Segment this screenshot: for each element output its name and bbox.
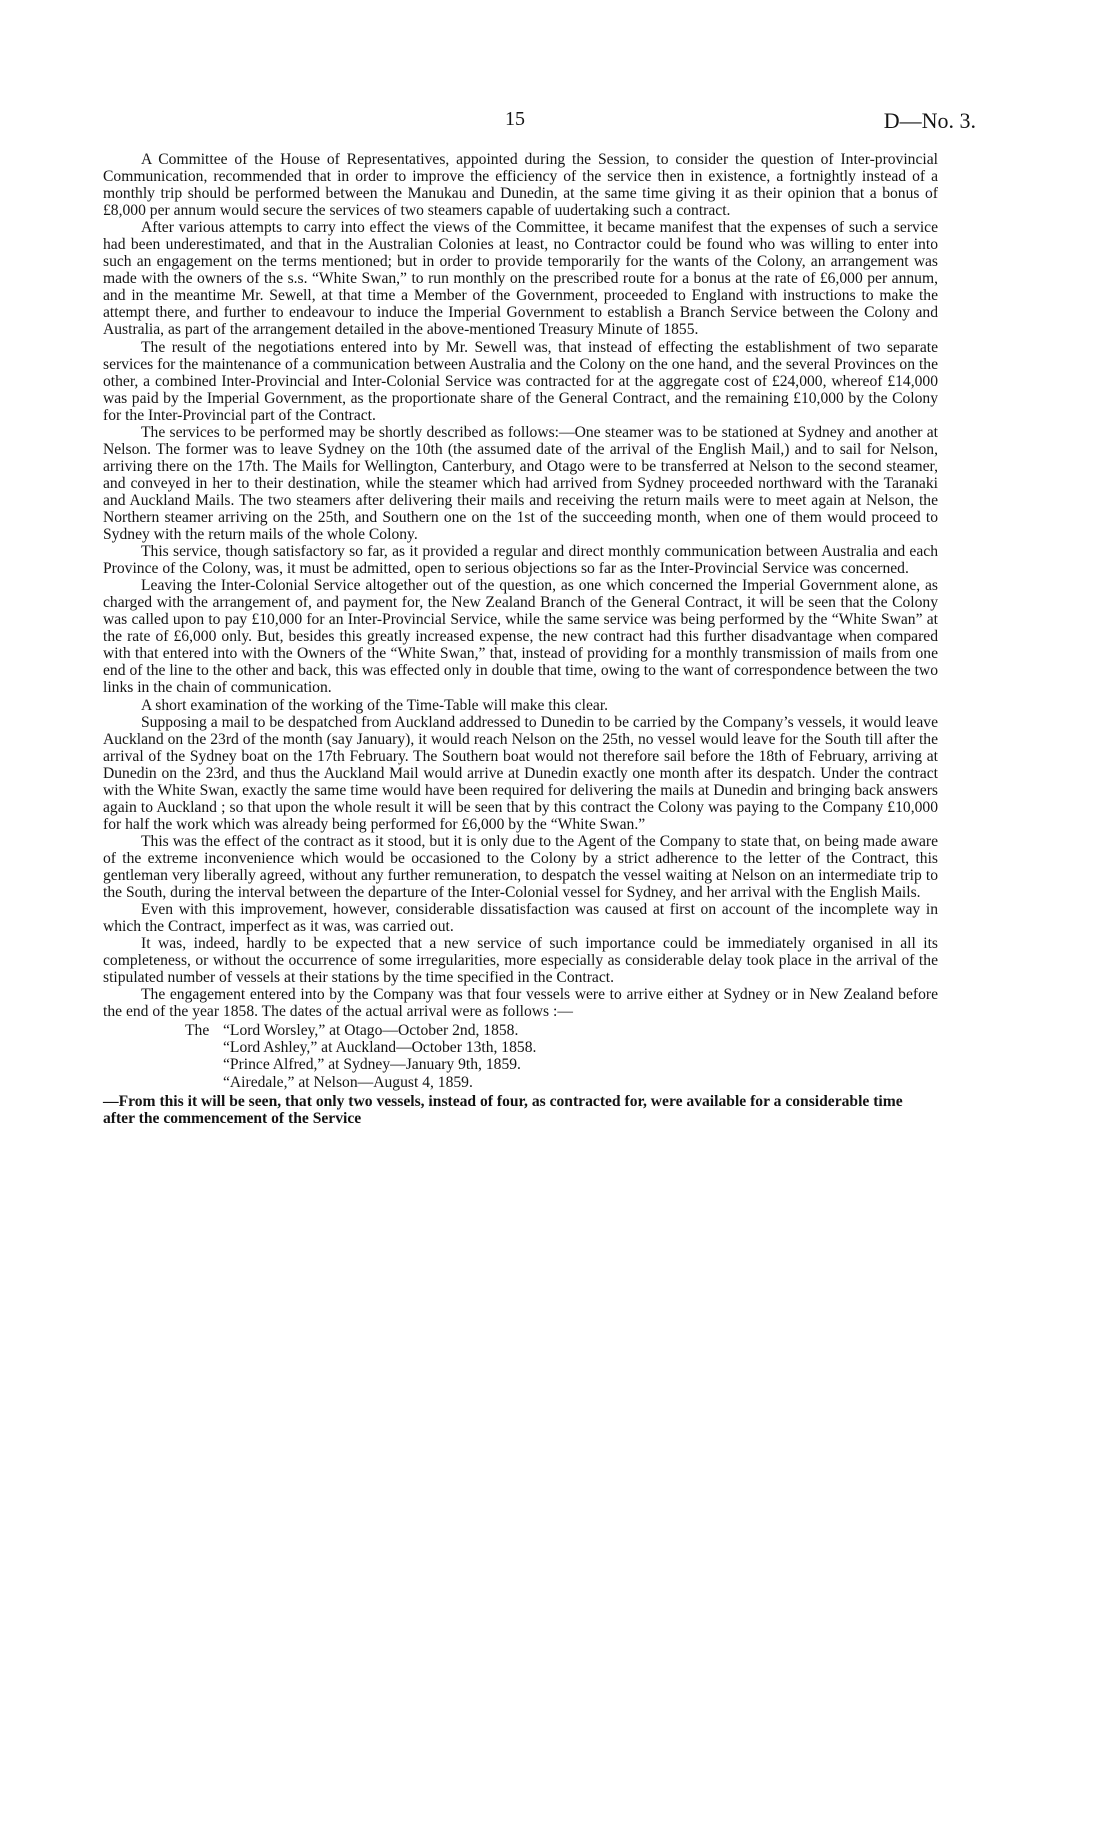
list-item [103,1022,938,1039]
arrival-entry: “Prince Alfred,” at Sydney—January 9th, 1859. [223,1056,521,1074]
arrival-entry: “Lord Ashley,” at Auckland—October 13th, 1858. [223,1039,537,1057]
list-item [103,1074,938,1091]
paragraph-dissatisfaction: Even with this improvement, however, considerable dissatisfaction was caused at first on account of the incomplete way in which the Contract, imperfect as it was, was carried out. [103,901,938,936]
page-number: 15 [505,108,525,130]
arrival-entry: “Airedale,” at Nelson—August 4, 1859. [223,1073,473,1091]
page-header [0,108,1114,138]
paragraph-time-table: A short examination of the working of the Time-Table will make this clear. [141,696,609,714]
list-item [103,1056,938,1073]
paragraph-arrangement: After various attempts to carry into effect the views of the Committee, it became manifest that the expenses of such a service had been underestimated, and that in the Australian Colonies at least, no Contractor could be found who was willing to enter into such an engagement on the terms mentioned; but in order to provide temporarily for the wants of the Colony, an arrangement was made with the owners of the s.s. “White Swan,” to run monthly on the prescribed route for a bonus at the rate of £6,000 per annum, and in the meantime Mr. Sewell, at that time a Member of the Government, proceeded to England with instructions to make the attempt there, and further to endeavour to induce the Imperial Government to establish a Branch Service between the Colony and Australia, as part of the arrangement detailed in the above-mentioned Treasury Minute of 1855. [103,219,938,339]
paragraph-engagement: The engagement entered into by the Company was that four vessels were to arrive either at Sydney or in New Zealand before the end of the year 1858. The dates of the actual arrival were as follows :— [103,986,938,1021]
arrival-entry: “Lord Worsley,” at Otago—October 2nd, 1858. [223,1022,519,1040]
body-text [103,151,938,1127]
vessel-arrival-list [103,1022,938,1090]
paragraph-mail-example: Supposing a mail to be despatched from Auckland addressed to Dunedin to be carried by the Company’s vessels, it would leave Auckland on the 23rd of the month (say January), it would reach Nelson on the 25th, no vessel would leave for the South till after the arrival of the Sydney boat on the 17th February. The Southern boat would not therefore sail before the 18th of February, arriving at Dunedin on the 23rd, and thus the Auckland Mail would arrive at Dunedin exactly one month after its despatch. Under the contract with the White Swan, exactly the same time would have been required for delivering the mails at Dunedin and bringing back answers again to Auckland ; so that upon the whole result it will be seen that by this contract the Colony was paying to the Company £10,000 for half the work which was already being performed for £6,000 by the “White Swan.” [103,713,938,833]
paragraph-irregularities: It was, indeed, hardly to be expected that a new service of such importance could be immediately organised in all its completeness, or without the occurrence of some irregularities, more especially as considerable delay took place in the arrival of the stipulated number of vessels at their stations by the time specified in the Contract. [103,935,938,987]
paragraph-negotiations: The result of the negotiations entered into by Mr. Sewell was, that instead of effecting the establishment of two separate services for the maintenance of a communication between Australia and the Colony on the one hand, and the several Provinces on the other, a combined Inter-Provincial and Inter-Colonial Service was contracted for at the aggregate cost of £24,000, whereof £14,000 was paid by the Imperial Government, as the proportionate share of the General Contract, and the remaining £10,000 by the Colony for the Inter-Provincial part of the Contract. [103,338,938,424]
paragraph-objections: This service, though satisfactory so far, as it provided a regular and direct monthly communication between Australia and each Province of the Colony, was, it must be admitted, open to serious objections so far as the Inter-Provincial Service was concerned. [103,543,938,578]
document-reference: D—No. 3. [883,108,976,133]
closing-statement: —From this it will be seen, that only two vessels, instead of four, as contracted for, were available for a considerable time after the commencement of the Service [103,1092,903,1127]
paragraph-agent: This was the effect of the contract as it stood, but it is only due to the Agent of the Company to state that, on being made aware of the extreme inconvenience which would be occasioned to the Colony by a strict adherence to the letter of the Contract, this gentleman very liberally agreed, without any further remuneration, to despatch the vessel waiting at Nelson on an intermediate trip to the South, during the interval between the departure of the Inter-Colonial vessel for Sydney, and her arrival with the English Mails. [103,832,938,902]
paragraph-inter-colonial: Leaving the Inter-Colonial Service altogether out of the question, as one which concerned the Imperial Government alone, as charged with the arrangement of, and payment for, the New Zealand Branch of the General Contract, it will be seen that the Colony was called upon to pay £10,000 for an Inter-Provincial Service, while the same service was being performed by the “White Swan” at the rate of £6,000 only. But, besides this greatly increased expense, the new contract had this further disadvantage when compared with that entered into with the Owners of the “White Swan,” that, instead of providing for a monthly transmission of mails from one end of the line to the other and back, this was effected only in double that time, owing to the want of correspondence between the two links in the chain of communication. [103,577,938,697]
list-item [103,1039,938,1056]
paragraph-services: The services to be performed may be shortly described as follows:—One steamer was to be stationed at Sydney and another at Nelson. The former was to leave Sydney on the 10th (the assumed date of the arrival of the English Mail,) and to sail for Nelson, arriving there on the 17th. The Mails for Wellington, Canterbury, and Otago were to be transferred at Nelson to the second steamer, and conveyed in her to their destination, while the steamer which had arrived from Sydney proceeded northward with the Taranaki and Auckland Mails. The two steamers after delivering their mails and receiving the return mails were to meet again at Nelson, the Northern steamer arriving on the 25th, and Southern one on the 1st of the succeeding month, when one of them would proceed to Sydney with the return mails of the whole Colony. [103,423,938,544]
list-lead: The [185,1022,210,1040]
paragraph-committee: A Committee of the House of Representatives, appointed during the Session, to consider the question of Inter-provincial Communication, recommended that in order to improve the efficiency of the service then in existence, a fortnightly instead of a monthly trip should be performed between the Manukau and Dunedin, at the same time giving it as their opinion that a bonus of £8,000 per annum would secure the services of two steamers capable of uudertaking such a contract. [103,151,938,220]
